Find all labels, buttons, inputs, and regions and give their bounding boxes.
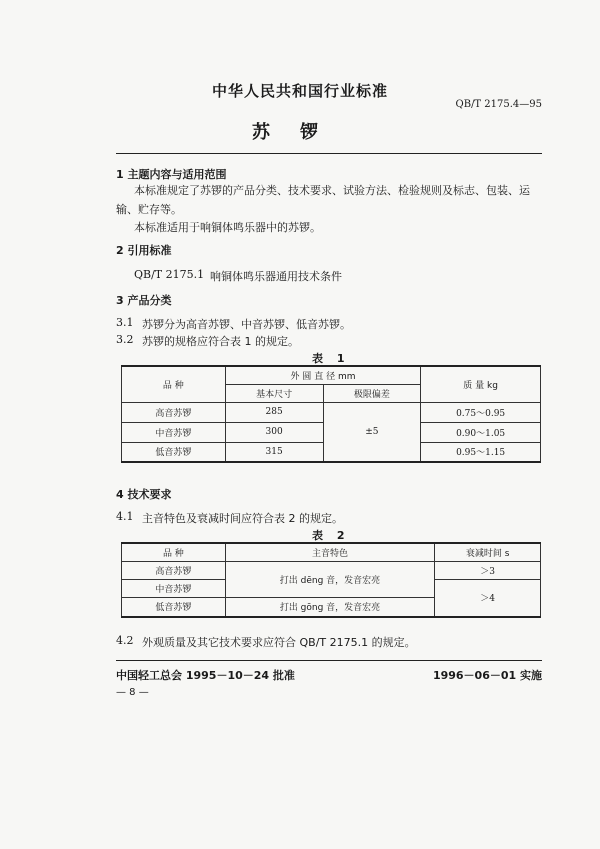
clause-4-2-text: 外观质量及其它技术要求应符合 QB/T 2175.1 的规定。 — [142, 636, 416, 649]
implementation-date: 1996－06－01 实施 — [432, 669, 542, 682]
table-2-header-variety: 品 种 — [122, 543, 226, 561]
table-2-variety-cell: 低音苏锣 — [122, 597, 226, 617]
table-1-header-basic-size: 基本尺寸 — [225, 384, 323, 402]
clause-4-1-text: 主音特色及衰减时间应符合表 2 的规定。 — [142, 512, 343, 525]
clause-4-2-number: 4.2 — [116, 634, 134, 647]
page-number: — 8 — — [116, 687, 149, 698]
table-1-header-deviation: 极限偏差 — [323, 384, 421, 402]
section-1-heading: 1 主题内容与适用范围 — [116, 168, 227, 181]
table-1-mass-cell: 0.75～0.95 — [421, 402, 541, 422]
section-1-paragraph-1: 本标准规定了苏锣的产品分类、技术要求、试验方法、检验规则及标志、包装、运输、贮存等。 — [116, 184, 530, 216]
section-2-heading: 2 引用标准 — [116, 244, 172, 257]
reference-code: QB/T 2175.1 — [134, 268, 205, 281]
reference-title: 响铜体鸣乐器通用技术条件 — [210, 270, 342, 283]
table-1-basic-cell: 315 — [225, 442, 323, 462]
document-title: 苏锣 — [252, 122, 348, 143]
clause-4-1-number: 4.1 — [116, 510, 134, 523]
table-1-variety-cell: 中音苏锣 — [122, 422, 226, 442]
table-2-decay-high-cell: ＞3 — [435, 561, 541, 579]
table-2-tone-gong-cell: 打出 gōng 音，发音宏亮 — [225, 597, 435, 617]
table-2-header-decay: 衰减时间 s — [435, 543, 541, 561]
table-1-deviation-cell: ±5 — [323, 402, 421, 462]
table-1 — [121, 365, 541, 463]
table-1-header-mass: 质 量 kg — [421, 366, 541, 402]
table-row — [122, 561, 541, 579]
table-1-variety-cell: 高音苏锣 — [122, 402, 226, 422]
clause-3-1-text: 苏锣分为高音苏锣、中音苏锣、低音苏锣。 — [142, 318, 351, 331]
clause-3-2-text: 苏锣的规格应符合表 1 的规定。 — [142, 335, 299, 348]
table-2-decay-midlow-cell: ＞4 — [435, 579, 541, 617]
table-2 — [121, 542, 541, 618]
clause-3-2-number: 3.2 — [116, 333, 134, 346]
table-2-variety-cell: 中音苏锣 — [122, 579, 226, 597]
standard-code: QB/T 2175.4—95 — [455, 99, 542, 110]
table-1-basic-cell: 300 — [225, 422, 323, 442]
section-1-paragraph-2: 本标准适用于响铜体鸣乐器中的苏锣。 — [134, 221, 321, 234]
table-1-header-variety: 品 种 — [122, 366, 226, 402]
table-1-caption: 表 1 — [312, 352, 350, 365]
table-2-caption: 表 2 — [312, 529, 350, 542]
clause-3-1-number: 3.1 — [116, 316, 134, 329]
table-2-header-tone: 主音特色 — [225, 543, 435, 561]
header-rule — [116, 153, 542, 154]
approval-date: 中国轻工总会 1995－10－24 批准 — [116, 669, 295, 682]
table-1-header-diameter: 外 圆 直 径 mm — [225, 366, 421, 384]
table-1-variety-cell: 低音苏锣 — [122, 442, 226, 462]
table-1-mass-cell: 0.90～1.05 — [421, 422, 541, 442]
section-3-heading: 3 产品分类 — [116, 294, 172, 307]
table-1-basic-cell: 285 — [225, 402, 323, 422]
standard-header-title: 中华人民共和国行业标准 — [211, 82, 388, 100]
section-4-heading: 4 技术要求 — [116, 488, 172, 501]
table-1-mass-cell: 0.95～1.15 — [421, 442, 541, 462]
table-2-variety-cell: 高音苏锣 — [122, 561, 226, 579]
table-2-tone-deng-cell: 打出 dēng 音，发音宏亮 — [225, 561, 435, 597]
table-row — [122, 402, 541, 422]
footer-rule — [116, 660, 542, 661]
